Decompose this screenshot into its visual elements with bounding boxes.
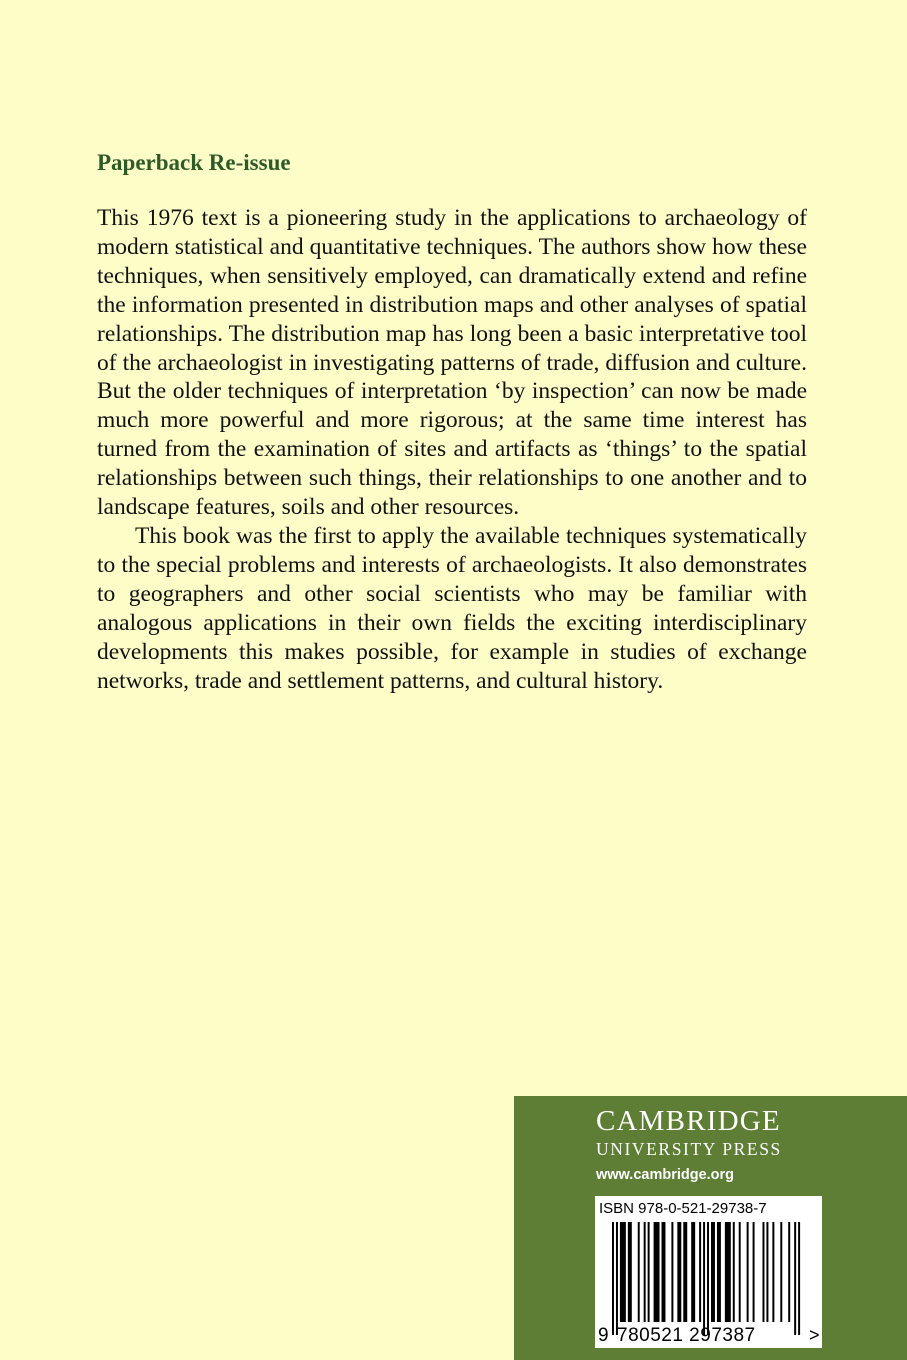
barcode-bar bbox=[753, 1222, 755, 1322]
barcode-bar bbox=[662, 1222, 666, 1322]
barcode-guard-bar bbox=[707, 1222, 709, 1335]
barcode-bar bbox=[766, 1222, 768, 1322]
barcode-guard-bar bbox=[616, 1222, 618, 1335]
cambridge-logo bbox=[596, 1104, 896, 1160]
barcode-guard-bar bbox=[703, 1222, 705, 1335]
blurb-paragraph-2: This book was the first to apply the available techniques systematically to the special problems and interests of archaeologists. It also demonstrates to geographers and other social scientists who may be familiar with analogous applications in their own fields the exciting interdisciplinary developments this makes possible, for example in studies of exchange networks, trade and settlement patterns, and cultural history. bbox=[97, 522, 807, 694]
barcode-bar bbox=[725, 1222, 731, 1322]
barcode-guard-bar bbox=[798, 1222, 800, 1335]
isbn-number: ISBN 978-0-521-29738-7 bbox=[599, 1200, 767, 1217]
barcode-bar bbox=[772, 1222, 774, 1322]
back-cover-blurb bbox=[97, 204, 807, 695]
barcode-bar bbox=[671, 1222, 673, 1322]
barcode-bar bbox=[677, 1222, 681, 1322]
barcode-bar bbox=[644, 1222, 646, 1322]
barcode-bar bbox=[747, 1222, 749, 1322]
barcode-bar bbox=[691, 1222, 695, 1322]
barcode-bar bbox=[762, 1222, 764, 1322]
isbn-barcode bbox=[595, 1196, 822, 1348]
publisher-website: www.cambridge.org bbox=[596, 1167, 735, 1183]
publisher-press: UNIVERSITY PRESS bbox=[596, 1139, 782, 1159]
barcode-bar bbox=[683, 1222, 687, 1322]
barcode-bar bbox=[620, 1222, 626, 1322]
barcode-bar bbox=[628, 1222, 632, 1322]
barcode-bar bbox=[788, 1222, 790, 1322]
barcode-guard-bar bbox=[794, 1222, 796, 1335]
publisher-name: CAMBRIDGE bbox=[596, 1105, 781, 1137]
barcode-bar bbox=[711, 1222, 715, 1322]
barcode-bar bbox=[699, 1222, 701, 1322]
barcode-bar bbox=[739, 1222, 741, 1322]
barcode-bar bbox=[717, 1222, 721, 1322]
section-heading: Paperback Re-issue bbox=[97, 150, 291, 175]
barcode-bar bbox=[733, 1222, 735, 1322]
quiet-zone-mark: > bbox=[809, 1325, 820, 1345]
ean-first-digit: 9 bbox=[598, 1325, 609, 1346]
barcode-bar bbox=[780, 1222, 782, 1322]
barcode-bar bbox=[654, 1222, 660, 1322]
barcode-guard-bar bbox=[612, 1222, 614, 1335]
ean-digits: 780521 297387 bbox=[617, 1325, 756, 1346]
publisher-panel bbox=[514, 1096, 907, 1360]
barcode-bar bbox=[638, 1222, 640, 1322]
blurb-paragraph-1: This 1976 text is a pioneering study in the applications to archaeology of modern statistical and quantitative techniques. The authors show how these techniques, when sensitively employed, can dramatically extend and refine the information presented in distribution maps and other analyses of spatial relationships. The distribution map has long been a basic interpretative tool of the archaeologist in investigating patterns of trade, diffusion and culture. But the older techniques of interpretation ‘by inspection’ can now be made much more powerful and more rigorous; at the same time interest has turned from the examination of sites and artifacts as ‘things’ to the spatial relationships between such things, their relationships to one another and to landscape features, soils and other resources. bbox=[97, 205, 807, 521]
barcode-bar bbox=[648, 1222, 650, 1322]
